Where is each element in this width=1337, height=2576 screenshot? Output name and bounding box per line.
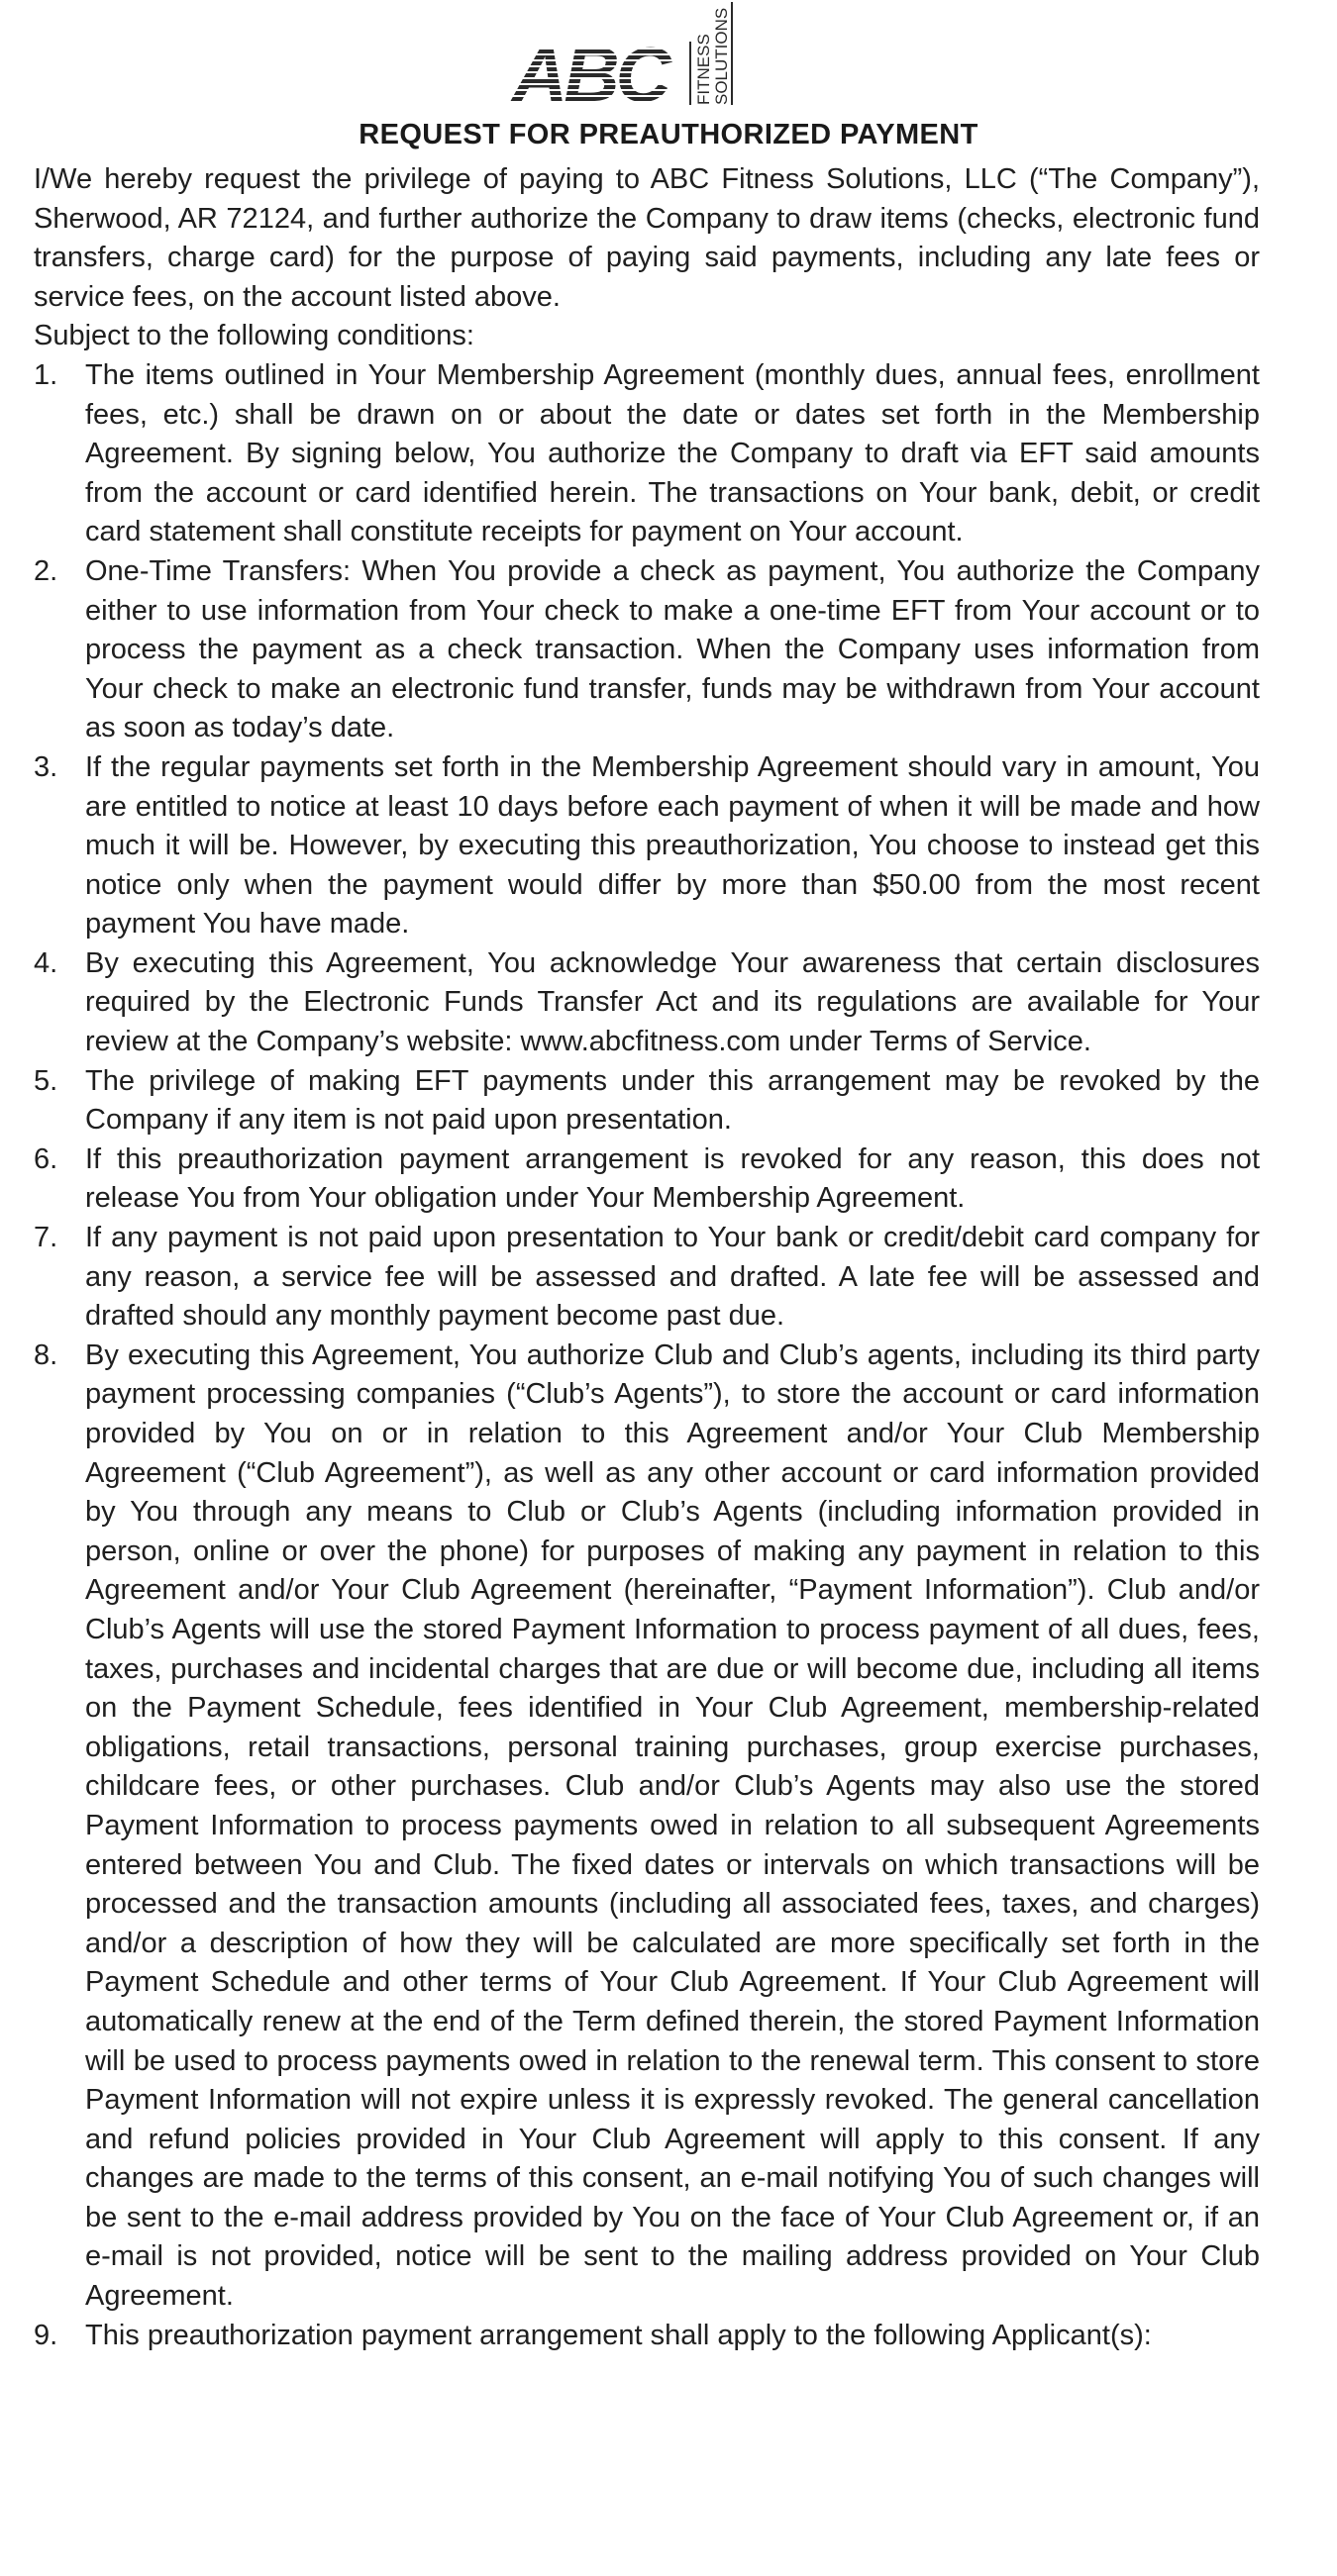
condition-text: If the regular payments set forth in the Membership Agreement should vary in amount, You are entitled to notice at least 10 days before each payment of when it will be made and how much it will be. However, by executing this preauthorization, You choose to instead get this notice only when the payment would differ by more than $50.00 from the most recent payment You have made. [85, 750, 1260, 941]
condition-number: 3. [34, 750, 58, 783]
condition-text: This preauthorization payment arrangement shall apply to the following Applicant(s): [85, 2319, 1152, 2351]
condition-number: 2. [34, 554, 58, 587]
svg-text:SOLUTIONS: SOLUTIONS [712, 7, 731, 105]
condition-item [34, 1337, 1260, 2317]
condition-text: By executing this Agreement, You authorize Club and Club’s agents, including its third party payment processing companies (“Club’s Agents”), to store the account or card information provided by You on or in relation to this Agreement and/or Your Club Membership Agreement (“Club Agreement”), as well as any other account or card information provided by You through any means to Club or Club’s Agents (including information provided in person, online or over the phone) for purposes of making any payment in relation to this Agreement and/or Your Club Agreement (hereinafter, “Payment Information”). Club and/or Club’s Agents will use the stored Payment Information to process payment of all dues, fees, taxes, purchases and incidental charges that are due or will become due, including all items on the Payment Schedule, fees identified in Your Club Agreement, membership-related obligations, retail transactions, personal training purchases, group exercise purchases, childcare fees, or other purchases. Club and/or Club’s Agents may also use the stored Payment Information to process payments owed in relation to all subsequent Agreements entered between You and Club. The fixed dates or intervals on which transactions will be processed and the transaction amounts (including all associated fees, taxes, and charges) and/or a description of how they will be calculated are more specifically set forth in the Payment Schedule and other terms of Your Club Agreement. If Your Club Agreement will automatically renew at the end of the Term defined therein, the stored Payment Information will be used to process payments owed in relation to the renewal term. This consent to store Payment Information will not expire unless it is expressly revoked. The general cancellation and refund policies provided in Your Club Agreement will apply to this consent. If any changes are made to the terms of this consent, an e-mail notifying You of such changes will be sent to the e-mail address provided by You on the face of Your Club Agreement or, if an e-mail is not provided, notice will be sent to the mailing address provided on Your Club Agreement. [85, 1338, 1260, 2313]
condition-number: 4. [34, 946, 58, 979]
condition-number: 1. [34, 358, 58, 391]
condition-number: 7. [34, 1222, 58, 1254]
condition-item [34, 356, 1260, 552]
condition-text: If any payment is not paid upon presentation to Your bank or credit/debit card company for any reason, a service fee will be assessed and drafted. A late fee will be assessed and drafted should any monthly payment become past due. [85, 1222, 1260, 1333]
condition-item [34, 1062, 1260, 1140]
condition-item [34, 2317, 1260, 2356]
document-body [34, 160, 1260, 2355]
conditions-list [34, 356, 1260, 2355]
condition-item [34, 748, 1260, 944]
condition-text: One-Time Transfers: When You provide a check as payment, You authorize the Company either to use information from Your check to make a one-time EFT from Your account or to process the payment as a check transaction. When the Company uses information from Your check to make an electronic fund transfer, funds may be withdrawn from Your account as soon as today’s date. [85, 554, 1260, 744]
conditions-heading: Subject to the following conditions: [34, 320, 474, 352]
condition-number: 6. [34, 1142, 58, 1175]
svg-text:ABC: ABC [512, 31, 668, 109]
document-title: REQUEST FOR PREAUTHORIZED PAYMENT [359, 119, 978, 150]
condition-text: The items outlined in Your Membership Agreement (monthly dues, annual fees, enrollment fees, etc.) shall be drawn on or about the date or dates set forth in the Membership Agreement. By signing below, You authorize the Company to draft via EFT said amounts from the account or card identified herein. The transactions on Your bank, debit, or credit card statement shall constitute receipts for payment on Your account. [85, 358, 1260, 548]
condition-number: 8. [34, 1338, 58, 1371]
condition-number: 9. [34, 2319, 58, 2351]
intro-paragraph: I/We hereby request the privilege of paying to ABC Fitness Solutions, LLC (“The Company”), Sherwood, AR 72124, and further authorize the Company to draw items (checks, electronic fund transfers, charge card) for the purpose of paying said payments, including any late fees or service fees, on the account listed above. [34, 163, 1260, 313]
condition-text: The privilege of making EFT payments under this arrangement may be revoked by the Company if any item is not paid upon presentation. [85, 1064, 1260, 1137]
condition-item [34, 1140, 1260, 1219]
condition-text: By executing this Agreement, You acknowledge Your awareness that certain disclosures required by the Electronic Funds Transfer Act and its regulations are available for Your review at the Company’s website: www.abcfitness.com under Terms of Service. [85, 946, 1260, 1058]
condition-number: 5. [34, 1064, 58, 1097]
svg-text:FITNESS: FITNESS [694, 34, 713, 105]
condition-text: If this preauthorization payment arrangement is revoked for any reason, this does not release You from Your obligation under Your Membership Agreement. [85, 1142, 1260, 1215]
condition-item [34, 552, 1260, 748]
condition-item [34, 1219, 1260, 1337]
condition-item [34, 944, 1260, 1062]
abc-fitness-logo [510, 2, 768, 109]
